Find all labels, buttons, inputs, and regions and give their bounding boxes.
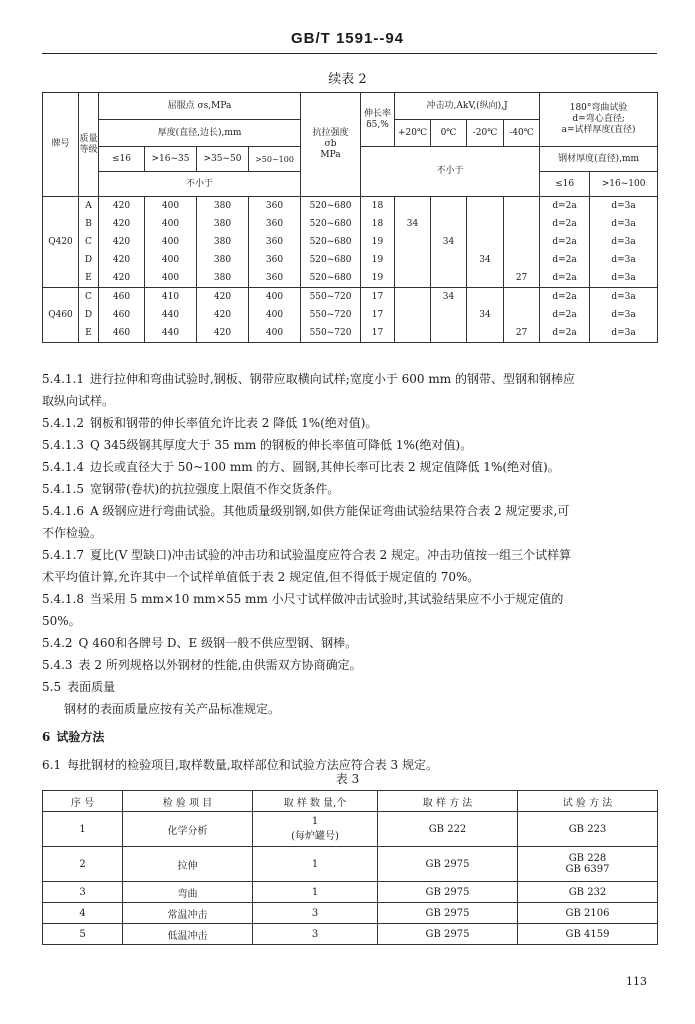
cell-y3: 420 [197,306,249,324]
para-number: 5.4.1.8 [42,592,84,606]
table3-caption: 表 3 [335,772,360,786]
t3-method-text: GB 232 [568,886,607,898]
header-elongation-sub: δ5,% [366,119,389,130]
cell-i2 [431,306,467,324]
t3-header-count: 取 样 数 量,个 [253,791,378,812]
table2-row [43,324,658,343]
cell-y2: 440 [145,306,197,324]
t3-item [123,924,253,945]
para-5-4-1-1-cont: 取纵向试样。 [42,394,115,408]
cell-i2 [431,197,467,216]
cell-el: 17 [361,324,395,343]
header-bend-1: ≤16 [540,172,590,197]
t3-method-text: GB 223 [568,823,607,835]
t3-no [43,847,123,882]
para-number: 5.4.1.5 [42,482,84,496]
header-impact-t4: -40℃ [504,120,540,147]
header-yield: 屈服点 σs,MPa [99,93,301,120]
header-bend-line2: d=弯心直径; [572,114,625,124]
header-quality: 质量等级 [79,93,99,197]
cell-ts: 520~680 [301,251,361,269]
cell-ts: 520~680 [301,269,361,288]
cell-y4: 360 [249,233,301,251]
header-thickness: 厚度(直径,边长),mm [99,120,301,147]
t3-no [43,903,123,924]
para-number: 5.5 [42,680,62,694]
cell-y3: 380 [197,251,249,269]
cell-y2: 410 [145,288,197,307]
t3-count-text: (每炉罐号) [291,831,339,842]
para-text: Q 460和各牌号 D、E 级钢一般不供应型钢、钢棒。 [78,636,358,650]
para-5-4-1-3 [42,434,662,456]
cell-y1: 460 [99,306,145,324]
t3-method [518,924,658,945]
cell-i3: 34 [467,251,504,269]
para-5-4-1-1 [42,368,662,390]
t3-method [518,847,658,882]
cell-ts: 550~720 [301,306,361,324]
table2-row [43,269,658,288]
t3-header-no: 序 号 [43,791,123,812]
t3-count [253,903,378,924]
table2-row [43,197,658,216]
cell-el: 17 [361,288,395,307]
header-tensile-symbol: σb [324,139,337,149]
t3-method [518,903,658,924]
header-bend [540,93,658,147]
cell-i1 [395,288,431,307]
header-not-less-2: 不小于 [361,147,540,197]
t3-method-text: GB 2106 [565,907,610,919]
cell-i4 [504,233,540,251]
cell-y2: 440 [145,324,197,343]
header-grade: 牌号 [43,93,79,197]
quality-cell: C [79,233,99,251]
header-rule [42,53,657,54]
cell-i3 [467,197,504,216]
cell-i2 [431,269,467,288]
section-number: 6 [42,730,51,744]
cell-i1 [395,251,431,269]
quality-cell: A [79,197,99,216]
page-number: 113 [626,975,647,988]
t3-no-text: 4 [79,907,86,919]
cell-i1 [395,233,431,251]
grade-cell: Q420 [43,197,79,288]
para-5-4-1-7-cont: 术平均值计算,允许其中一个试样单值低于表 2 规定值,但不得低于规定值的 70%。 [42,570,480,584]
table2-caption: 续表 2 [328,72,367,87]
para-text: 表面质量 [67,680,116,694]
table3-row [43,812,658,847]
t3-no [43,812,123,847]
t3-sampling-text: GB 2975 [425,928,470,940]
cell-y4: 360 [249,215,301,233]
cell-y4: 400 [249,324,301,343]
para-text: 当采用 5 mm×10 mm×55 mm 小尺寸试样做冲击试验时,其试验结果应不小于规定值的 [89,592,564,606]
cell-b2: d=3a [590,269,658,288]
cell-el: 18 [361,197,395,216]
cell-y1: 420 [99,251,145,269]
table2-row [43,306,658,324]
cell-el: 19 [361,251,395,269]
t3-sampling-text: GB 2975 [425,886,470,898]
para-number: 5.4.3 [42,658,73,672]
cell-y2: 400 [145,215,197,233]
para-text: 进行拉伸和弯曲试验时,钢板、钢带应取横向试样;宽度小于 600 mm 的钢带、型钢和钢棒应 [89,372,575,386]
cell-i4 [504,197,540,216]
table2 [42,92,658,343]
t3-header-item: 检 验 项 目 [123,791,253,812]
para-number: 5.4.1.6 [42,504,84,518]
cell-y3: 420 [197,288,249,307]
para-number: 5.4.1.7 [42,548,84,562]
header-impact-t2: 0℃ [431,120,467,147]
t3-no-text: 3 [79,886,86,898]
cell-b1: d=2a [540,251,590,269]
para-5-4-1-7 [42,544,662,566]
t3-header-sampling: 取 样 方 法 [378,791,518,812]
cell-i2: 34 [431,233,467,251]
cell-b1: d=2a [540,233,590,251]
para-5-4-1-2 [42,412,662,434]
cell-el: 19 [361,233,395,251]
para-text: 表 2 所列规格以外钢材的性能,由供需双方协商确定。 [78,658,362,672]
t3-item-text: 常温冲击 [167,909,208,921]
header-impact-t1: +20℃ [395,120,431,147]
t3-count [253,847,378,882]
para-5-4-1-6 [42,500,662,522]
cell-i1 [395,269,431,288]
cell-b2: d=3a [590,288,658,307]
cell-b1: d=2a [540,269,590,288]
t3-no-text: 2 [79,858,86,870]
t3-item-text: 化学分析 [167,825,208,837]
cell-y4: 360 [249,269,301,288]
cell-i2 [431,324,467,343]
para-5-4-1-8 [42,588,662,610]
table3 [42,790,658,945]
para-text: 每批钢材的检验项目,取样数量,取样部位和试验方法应符合表 3 规定。 [67,758,438,772]
t3-method-text: GB 4159 [565,928,610,940]
header-thk-1: ≤16 [99,147,145,172]
para-5-4-1-6-cont: 不作检验。 [42,526,103,540]
cell-i3 [467,233,504,251]
cell-i4: 27 [504,324,540,343]
para-5-4-2 [42,632,662,654]
cell-y4: 360 [249,251,301,269]
header-not-less: 不小于 [99,172,301,197]
para-number: 5.4.2 [42,636,73,650]
body-text [42,368,662,776]
para-text: 边长或直径大于 50~100 mm 的方、圆钢,其伸长率可比表 2 规定值降低 1%(绝对值)。 [89,460,560,474]
cell-i2 [431,251,467,269]
cell-i4 [504,215,540,233]
cell-b1: d=2a [540,215,590,233]
cell-y1: 420 [99,215,145,233]
para-5-5 [42,676,662,698]
t3-sampling [378,812,518,847]
t3-item [123,812,253,847]
header-bend-2: >16~100 [590,172,658,197]
t3-method-text: GB 228 [568,853,607,864]
cell-i1 [395,197,431,216]
t3-header-method: 试 验 方 法 [518,791,658,812]
cell-i1 [395,324,431,343]
cell-b2: d=3a [590,324,658,343]
cell-y1: 420 [99,197,145,216]
para-5-5-body: 钢材的表面质量应按有关产品标准规定。 [64,702,281,716]
table3-row [43,882,658,903]
para-5-4-1-4 [42,456,662,478]
cell-y2: 400 [145,197,197,216]
quality-cell: E [79,324,99,343]
cell-i4 [504,306,540,324]
section-title: 试验方法 [56,730,105,744]
t3-method [518,882,658,903]
quality-cell: D [79,306,99,324]
cell-y4: 400 [249,288,301,307]
cell-y1: 460 [99,324,145,343]
t3-sampling-text: GB 2975 [425,907,470,919]
para-text: 夏比(V 型缺口)冲击试验的冲击功和试验温度应符合表 2 规定。冲击功值按一组三个试样算 [89,548,572,562]
header-bend-thickness: 钢材厚度(直径),mm [540,147,658,172]
cell-i3 [467,215,504,233]
cell-y1: 420 [99,233,145,251]
cell-ts: 550~720 [301,288,361,307]
t3-no [43,882,123,903]
para-text: 钢板和钢带的伸长率值允许比表 2 降低 1%(绝对值)。 [89,416,378,430]
section-6-heading [42,726,662,748]
cell-b2: d=3a [590,215,658,233]
document-header: GB/T 1591--94 [290,30,405,47]
t3-sampling [378,903,518,924]
header-elongation-label: 伸长率 [364,108,392,119]
cell-y3: 380 [197,233,249,251]
cell-ts: 520~680 [301,197,361,216]
cell-i2 [431,215,467,233]
cell-y4: 360 [249,197,301,216]
table2-row [43,233,658,251]
para-5-4-1-8-cont: 50%。 [42,614,81,628]
cell-i1: 34 [395,215,431,233]
cell-el: 19 [361,269,395,288]
t3-count-text: 3 [311,907,319,919]
quality-cell: B [79,215,99,233]
table2-row [43,215,658,233]
cell-i3 [467,324,504,343]
t3-count-text: 1 [311,816,319,827]
cell-y3: 420 [197,324,249,343]
table2-row [43,251,658,269]
cell-y3: 380 [197,269,249,288]
header-elongation [361,93,395,147]
cell-i2: 34 [431,288,467,307]
table2-body [43,197,658,343]
cell-y3: 380 [197,215,249,233]
t3-count-text: 1 [311,858,319,870]
cell-ts: 550~720 [301,324,361,343]
t3-item [123,882,253,903]
cell-b1: d=2a [540,324,590,343]
t3-sampling-text: GB 2975 [425,858,470,870]
t3-sampling [378,882,518,903]
cell-b1: d=2a [540,288,590,307]
header-tensile-label: 抗拉强度 [312,128,349,138]
t3-method-text: GB 6397 [565,864,610,875]
header-tensile [301,93,361,197]
cell-i1 [395,306,431,324]
t3-item-text: 拉伸 [177,860,198,872]
table3-row [43,903,658,924]
para-text: Q 345级钢其厚度大于 35 mm 的钢板的伸长率值可降低 1%(绝对值)。 [89,438,473,452]
quality-cell: C [79,288,99,307]
header-impact-t3: -20℃ [467,120,504,147]
t3-sampling-text: GB 222 [428,823,467,835]
cell-b1: d=2a [540,197,590,216]
para-number: 5.4.1.4 [42,460,84,474]
para-number: 5.4.1.2 [42,416,84,430]
table3-row [43,847,658,882]
cell-el: 17 [361,306,395,324]
cell-b2: d=3a [590,197,658,216]
table3-body [43,812,658,945]
t3-no [43,924,123,945]
table3-row [43,924,658,945]
cell-i4 [504,251,540,269]
para-text: 宽钢带(卷状)的抗拉强度上限值不作交货条件。 [89,482,340,496]
t3-item-text: 低温冲击 [167,930,208,942]
t3-count-text: 1 [311,886,319,898]
header-bend-line3: a=试样厚度(直径) [561,125,636,135]
para-number: 6.1 [42,758,62,772]
para-5-4-1-5 [42,478,662,500]
cell-i3 [467,269,504,288]
cell-y1: 420 [99,269,145,288]
t3-count [253,882,378,903]
t3-count [253,924,378,945]
t3-count-text: 3 [311,928,319,940]
cell-ts: 520~680 [301,233,361,251]
t3-method [518,812,658,847]
header-impact: 冲击功,AkV,(纵向),J [395,93,540,120]
header-tensile-unit: MPa [320,150,341,160]
cell-b2: d=3a [590,233,658,251]
cell-y4: 400 [249,306,301,324]
cell-b1: d=2a [540,306,590,324]
grade-cell: Q460 [43,288,79,343]
cell-i4 [504,288,540,307]
t3-no-text: 5 [79,928,86,940]
cell-y2: 400 [145,251,197,269]
cell-y3: 380 [197,197,249,216]
cell-y1: 460 [99,288,145,307]
cell-b2: d=3a [590,306,658,324]
t3-item [123,847,253,882]
cell-y2: 400 [145,233,197,251]
header-thk-3: >35~50 [197,147,249,172]
t3-sampling [378,847,518,882]
para-number: 5.4.1.3 [42,438,84,452]
para-text: A 级钢应进行弯曲试验。其他质量级别钢,如供方能保证弯曲试验结果符合表 2 规定要求,可 [89,504,570,518]
quality-cell: E [79,269,99,288]
cell-b2: d=3a [590,251,658,269]
cell-el: 18 [361,215,395,233]
quality-cell: D [79,251,99,269]
para-number: 5.4.1.1 [42,372,84,386]
t3-item-text: 弯曲 [177,888,198,900]
header-thk-4: >50~100 [249,147,301,172]
cell-y2: 400 [145,269,197,288]
cell-i3 [467,288,504,307]
cell-i4: 27 [504,269,540,288]
para-5-4-3 [42,654,662,676]
t3-count [253,812,378,847]
cell-ts: 520~680 [301,215,361,233]
t3-sampling [378,924,518,945]
header-thk-2: >16~35 [145,147,197,172]
header-bend-line1: 180°弯曲试验 [569,103,628,113]
t3-item [123,903,253,924]
cell-i3: 34 [467,306,504,324]
t3-no-text: 1 [79,823,86,835]
table2-row [43,288,658,307]
